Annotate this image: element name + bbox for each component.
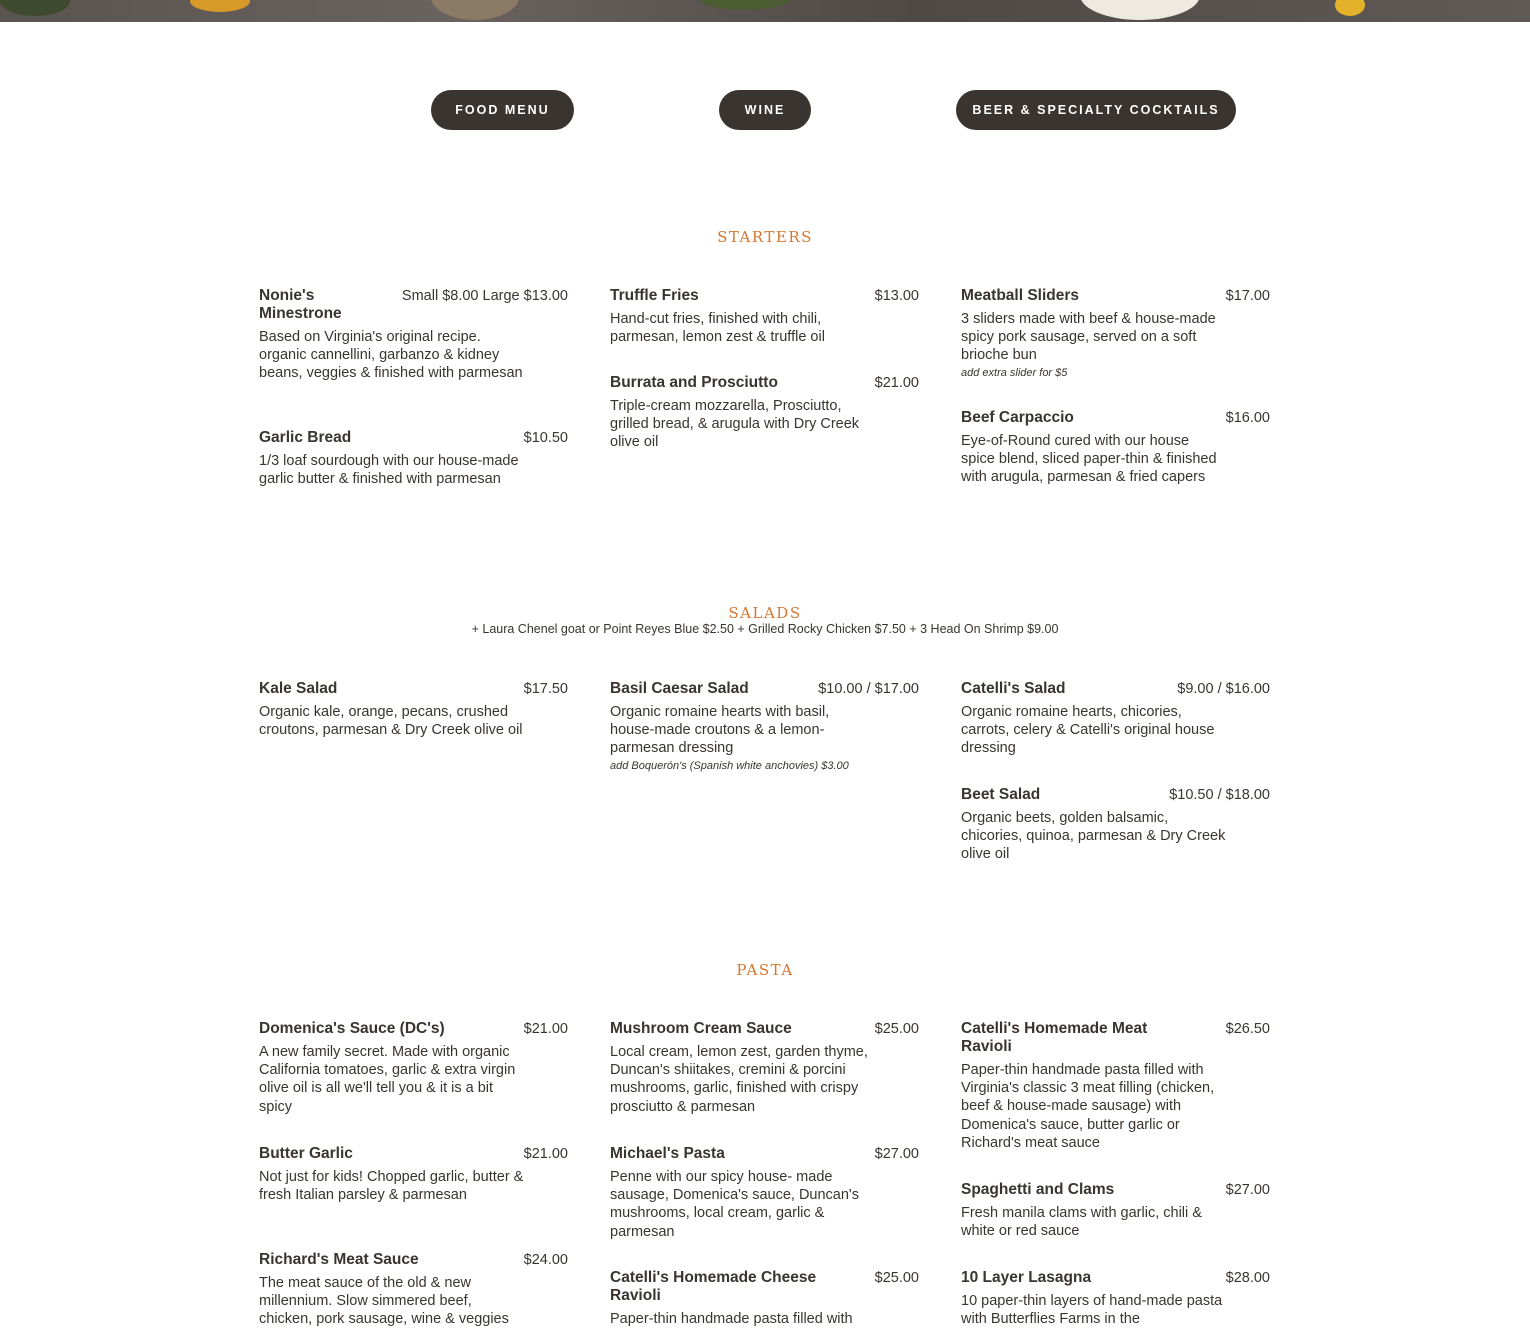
item-name: Michael's Pasta [610,1145,725,1162]
item-price: $28.00 [1225,1270,1270,1286]
hero-food-shape [190,0,250,12]
item-name: Catelli's Salad [961,680,1066,697]
menu-item [259,1145,568,1204]
item-price: $27.00 [1225,1182,1270,1198]
item-price: $10.50 [523,430,568,446]
section-title-salads: SALADS [728,604,802,622]
item-name: 10 Layer Lasagna [961,1269,1092,1286]
menu-tabs [0,90,1530,130]
item-price: $25.00 [874,1270,919,1286]
item-name: Richard's Meat Sauce [259,1251,419,1268]
item-price: $16.00 [1225,410,1270,426]
menu-item [610,1020,919,1116]
item-description: Fresh manila clams with garlic, chili & white or red sauce [961,1205,1202,1240]
item-price: $10.00 / $17.00 [818,681,919,697]
item-note: add Boquerón's (Spanish white anchovies) $3.00 [610,759,849,772]
item-name: Beef Carpaccio [961,409,1074,426]
section-title-starters: STARTERS [717,228,813,246]
item-price: $24.00 [523,1252,568,1268]
menu-item [610,374,919,452]
item-name: Kale Salad [259,680,338,697]
item-description: Local cream, lemon zest, garden thyme, Duncan's shiitakes, cremini & porcini mushrooms, garlic, finished with crispy prosciutto & parmesan [610,1044,868,1115]
menu-item [610,1269,919,1328]
tab-beer-cocktails[interactable]: BEER & SPECIALTY COCKTAILS [956,90,1236,130]
item-price: $13.00 [874,288,919,304]
section-title-pasta: PASTA [736,961,794,979]
hero-image [0,0,1530,22]
salads-add-ons: + Laura Chenel goat or Point Reyes Blue $2.50 + Grilled Rocky Chicken $7.50 + 3 Head On Shrimp $9.00 [471,622,1059,636]
item-name: Garlic Bread [259,429,352,446]
item-name: Nonie's Minestrone [259,287,342,322]
item-note: add extra slider for $5 [961,366,1068,379]
menu-item [259,1020,568,1116]
item-description: Hand-cut fries, finished with chili, parmesan, lemon zest & truffle oil [610,311,825,346]
item-description: Organic kale, orange, pecans, crushed croutons, parmesan & Dry Creek olive oil [259,704,523,739]
item-price: $21.00 [523,1146,568,1162]
item-price: $21.00 [523,1021,568,1037]
item-name: Butter Garlic [259,1145,353,1162]
item-description: Triple-cream mozzarella, Prosciutto, grilled bread, & arugula with Dry Creek olive oil [610,398,860,451]
item-description: Paper-thin handmade pasta filled with Virginia's classic 3 meat filling (chicken, beef & house-made sausage) with Domenica's sauce, butter garlic or Richard's meat sauce [961,1062,1215,1151]
menu-item [610,1145,919,1241]
hero-food-shape [0,0,70,16]
menu-item [961,1181,1270,1240]
item-description: Organic beets, golden balsamic, chicories, quinoa, parmesan & Dry Creek olive oil [961,810,1226,863]
item-description: A new family secret. Made with organic California tomatoes, garlic & extra virgin olive oil is all we'll tell you & it is a bit spicy [259,1044,516,1115]
item-price: Small $8.00 Large $13.00 [401,288,568,304]
item-name: Catelli's Homemade Meat Ravioli [961,1020,1148,1055]
item-description: 10 paper-thin layers of hand-made pasta with Butterflies Farms in the [961,1293,1223,1328]
item-description: 1/3 loaf sourdough with our house-made garlic butter & finished with parmesan [259,453,519,488]
hero-food-shape [1335,0,1365,16]
item-price: $17.00 [1225,288,1270,304]
hero-food-shape [1080,0,1200,20]
item-price: $10.50 / $18.00 [1169,787,1270,803]
menu-item [610,287,919,346]
item-name: Basil Caesar Salad [610,680,749,697]
tab-food-menu[interactable]: FOOD MENU [431,90,574,130]
item-price: $17.50 [523,681,568,697]
item-name: Catelli's Homemade Cheese Ravioli [610,1269,817,1304]
menu-item [610,680,919,772]
hero-food-shape [700,0,790,10]
item-price: $9.00 / $16.00 [1177,681,1270,697]
item-description: The meat sauce of the old & new millennium. Slow simmered beef, chicken, pork sausage, wine & veggies [259,1275,509,1328]
menu-item [961,287,1270,379]
menu-item [259,680,568,739]
item-price: $25.00 [874,1021,919,1037]
tab-wine[interactable]: WINE [719,90,811,130]
item-description: Penne with our spicy house- made sausage, Domenica's sauce, Duncan's mushrooms, local cream, garlic & parmesan [610,1169,859,1240]
item-price: $26.50 [1225,1021,1270,1037]
item-price: $21.00 [874,375,919,391]
item-description: Not just for kids! Chopped garlic, butter & fresh Italian parsley & parmesan [259,1169,524,1204]
menu-item [961,680,1270,758]
item-name: Spaghetti and Clams [961,1181,1115,1198]
menu-item [259,429,568,488]
item-name: Truffle Fries [610,287,699,304]
item-description: Based on Virginia's original recipe. organic cannellini, garbanzo & kidney beans, veggies & finished with parmesan [259,329,523,382]
item-description: 3 sliders made with beef & house-made spicy pork sausage, served on a soft brioche bun [961,311,1216,364]
item-description: Organic romaine hearts with basil, house-made croutons & a lemon-parmesan dressing [610,704,830,757]
menu-item [961,1269,1270,1328]
menu-item [259,287,568,383]
menu-item [961,1020,1270,1152]
item-name: Beet Salad [961,786,1041,803]
item-name: Meatball Sliders [961,287,1080,304]
item-description: Eye-of-Round cured with our house spice blend, sliced paper-thin & finished with arugula, parmesan & fried capers [961,433,1217,486]
hero-food-shape [430,0,520,20]
item-description: Organic romaine hearts, chicories, carrots, celery & Catelli's original house dressing [961,704,1215,757]
menu-item [961,786,1270,864]
item-name: Domenica's Sauce (DC's) [259,1020,445,1037]
item-name: Mushroom Cream Sauce [610,1020,792,1037]
item-description: Paper-thin handmade pasta filled with [610,1311,853,1327]
item-name: Burrata and Prosciutto [610,374,778,391]
menu-item [961,409,1270,487]
item-price: $27.00 [874,1146,919,1162]
